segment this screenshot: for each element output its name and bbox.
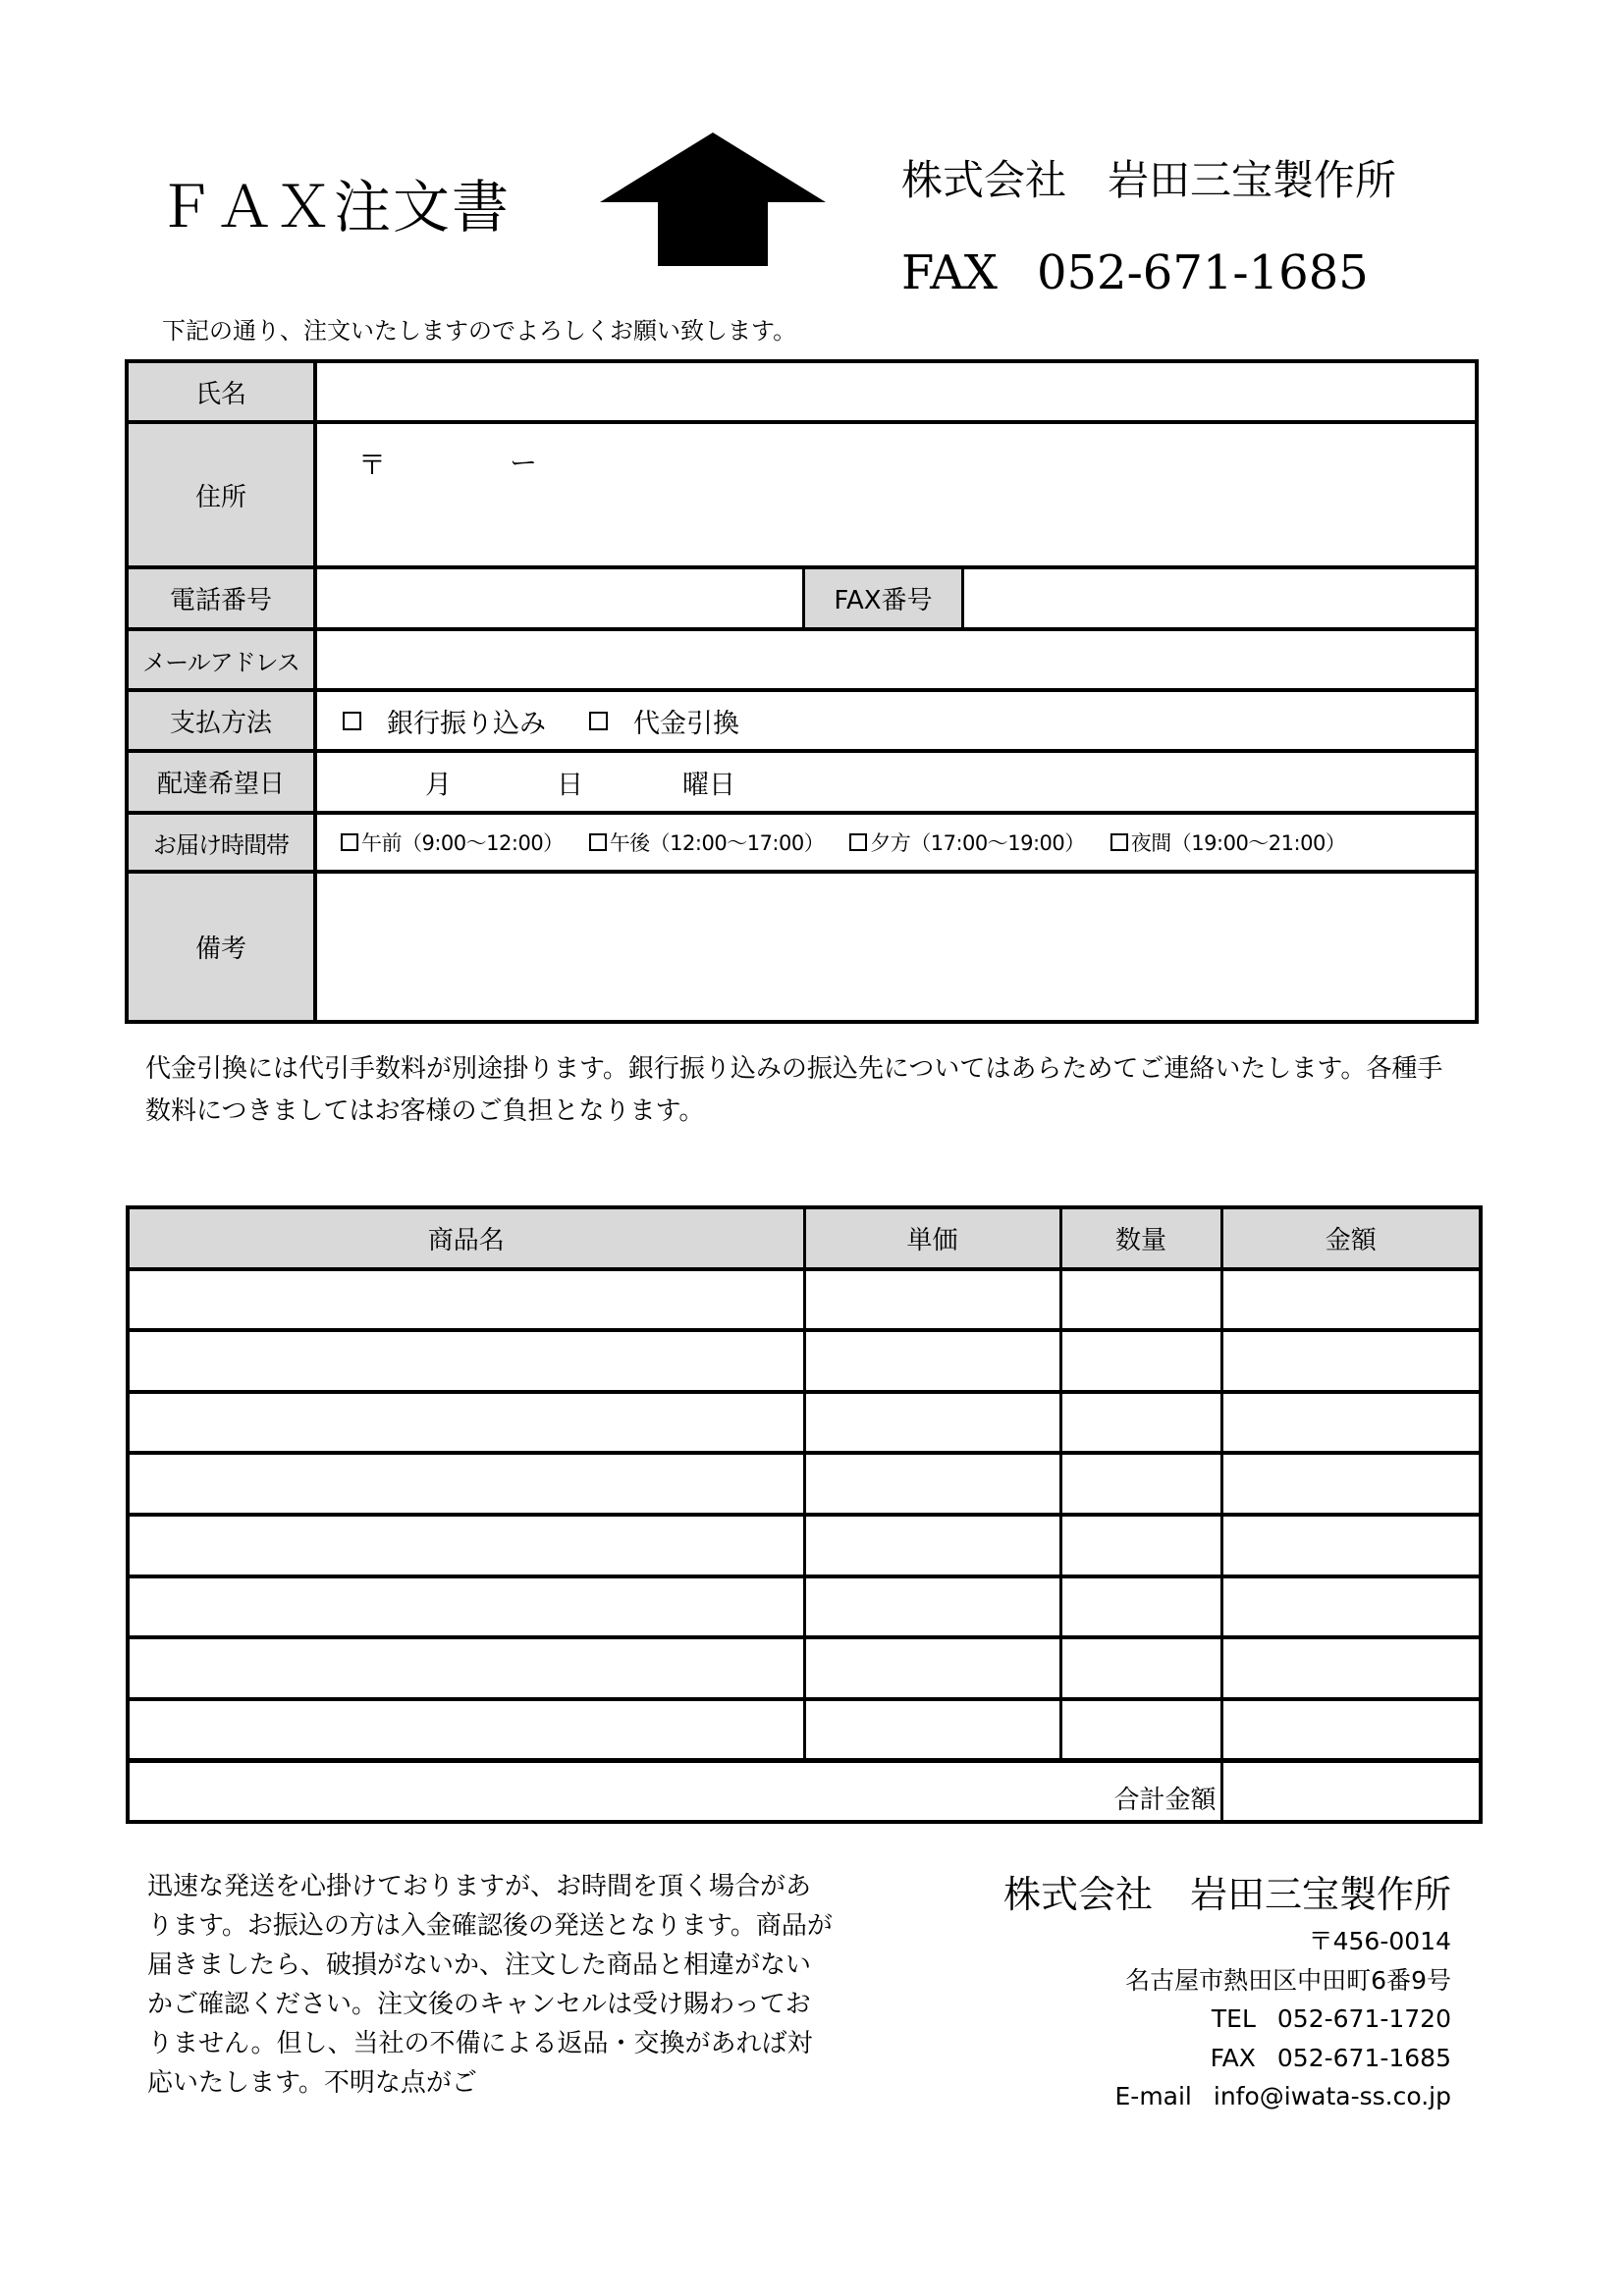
unit-price-cell	[804, 1453, 1060, 1515]
unit-price-input[interactable]	[806, 1455, 1059, 1513]
unit-price-cell	[804, 1576, 1060, 1638]
product-name-input[interactable]	[130, 1271, 803, 1329]
unit-price-input[interactable]	[806, 1578, 1059, 1636]
product-name-cell	[128, 1269, 804, 1331]
remarks-row	[129, 874, 1475, 1020]
product-name-input[interactable]	[130, 1394, 803, 1452]
total-amount-input[interactable]	[1223, 1763, 1480, 1820]
quantity-input[interactable]	[1062, 1578, 1220, 1636]
unit-price-cell	[804, 1515, 1060, 1576]
quantity-input[interactable]	[1062, 1332, 1220, 1390]
amount-input[interactable]	[1223, 1332, 1480, 1390]
quantity-cell	[1060, 1330, 1221, 1392]
checkbox-icon[interactable]	[343, 712, 361, 730]
payment-option-label: 代金引換	[633, 708, 739, 739]
footer-email	[1003, 2077, 1451, 2116]
unit-price-input[interactable]	[806, 1271, 1059, 1329]
name-row	[129, 363, 1475, 424]
total-label: 合計金額	[128, 1760, 1221, 1822]
footer-tel-value: 052-671-1720	[1276, 2004, 1451, 2033]
footer-fax	[1003, 2039, 1451, 2078]
payment-option-cod[interactable]	[589, 702, 739, 740]
quantity-cell	[1060, 1269, 1221, 1331]
amount-cell	[1221, 1637, 1481, 1699]
amount-cell	[1221, 1699, 1481, 1761]
postal-mark: 〒	[358, 449, 387, 481]
name-input[interactable]	[317, 363, 1475, 420]
customer-form	[125, 359, 1479, 1024]
quantity-cell	[1060, 1699, 1221, 1761]
product-name-input[interactable]	[130, 1332, 803, 1390]
footer-postal-code: 〒456-0014	[1308, 1927, 1451, 1955]
amount-cell	[1221, 1330, 1481, 1392]
product-rows	[128, 1269, 1481, 1761]
quantity-input[interactable]	[1062, 1455, 1220, 1513]
product-name-input[interactable]	[130, 1578, 803, 1636]
checkbox-icon[interactable]	[849, 833, 867, 851]
name-cell	[317, 363, 1475, 420]
unit-price-cell	[804, 1637, 1060, 1699]
name-label: 氏名	[129, 363, 317, 420]
address-label: 住所	[129, 424, 317, 565]
time-option-evening[interactable]	[849, 828, 1085, 857]
product-name-cell	[128, 1576, 804, 1638]
delivery-time-label: お届け時間帯	[129, 815, 317, 870]
footer-fax-label: FAX	[1210, 2043, 1256, 2072]
unit-price-input[interactable]	[806, 1394, 1059, 1452]
amount-cell	[1221, 1269, 1481, 1331]
product-name-cell	[128, 1515, 804, 1576]
email-input[interactable]	[317, 631, 1475, 688]
amount-cell	[1221, 1576, 1481, 1638]
phone-row	[129, 569, 1475, 631]
postal-dash: ー	[510, 447, 538, 479]
weekday-label: 曜日	[682, 770, 735, 800]
quantity-cell	[1060, 1453, 1221, 1515]
product-row	[128, 1515, 1481, 1576]
unit-price-input[interactable]	[806, 1639, 1059, 1697]
amount-input[interactable]	[1223, 1639, 1480, 1697]
column-header-unit-price: 単価	[804, 1207, 1060, 1269]
column-header-amount: 金額	[1221, 1207, 1481, 1269]
amount-cell	[1221, 1453, 1481, 1515]
amount-input[interactable]	[1223, 1271, 1480, 1329]
product-name-input[interactable]	[130, 1455, 803, 1513]
total-row	[128, 1760, 1481, 1822]
time-option-label: 夜間（19:00～21:00）	[1130, 831, 1346, 855]
header-fax-label: FAX	[901, 245, 998, 300]
amount-input[interactable]	[1223, 1455, 1480, 1513]
time-option-night[interactable]	[1110, 828, 1346, 857]
product-name-cell	[128, 1392, 804, 1454]
up-arrow-icon	[589, 123, 844, 280]
remarks-cell	[317, 874, 1475, 1020]
intro-text: 下記の通り、注文いたしますのでよろしくお願い致します。	[162, 317, 797, 345]
unit-price-input[interactable]	[806, 1517, 1059, 1575]
product-row	[128, 1576, 1481, 1638]
footer-address: 名古屋市熱田区中田町6番9号	[1125, 1965, 1451, 1995]
unit-price-cell	[804, 1269, 1060, 1331]
quantity-input[interactable]	[1062, 1639, 1220, 1697]
total-amount-cell	[1221, 1760, 1481, 1822]
product-name-cell	[128, 1453, 804, 1515]
payment-label: 支払方法	[129, 692, 317, 749]
checkbox-icon[interactable]	[341, 833, 358, 851]
payment-row	[129, 692, 1475, 753]
month-label: 月	[425, 770, 452, 800]
time-option-label: 午後（12:00～17:00）	[609, 831, 825, 855]
checkbox-icon[interactable]	[589, 833, 607, 851]
delivery-date-label: 配達希望日	[129, 753, 317, 811]
payment-option-bank[interactable]	[343, 702, 546, 740]
amount-input[interactable]	[1223, 1394, 1480, 1452]
quantity-cell	[1060, 1637, 1221, 1699]
remarks-input[interactable]	[317, 874, 1475, 1020]
product-name-cell	[128, 1699, 804, 1761]
address-cell	[317, 424, 1475, 565]
email-row	[129, 631, 1475, 692]
product-name-input[interactable]	[130, 1517, 803, 1575]
product-row	[128, 1392, 1481, 1454]
product-name-input[interactable]	[130, 1639, 803, 1697]
unit-price-input[interactable]	[806, 1332, 1059, 1390]
phone-label: 電話番号	[129, 569, 317, 627]
company-info	[1003, 1867, 1451, 2116]
products-table	[126, 1205, 1483, 1824]
phone-cell	[317, 569, 802, 627]
product-name-cell	[128, 1330, 804, 1392]
address-row	[129, 424, 1475, 569]
payment-cell	[317, 692, 1475, 749]
products-header-row	[128, 1207, 1481, 1269]
product-row	[128, 1330, 1481, 1392]
header-fax-number	[901, 243, 1369, 302]
email-label: メールアドレス	[129, 631, 317, 688]
time-option-afternoon[interactable]	[589, 828, 825, 857]
footer-email-value[interactable]: info@iwata-ss.co.jp	[1213, 2082, 1451, 2110]
unit-price-input[interactable]	[806, 1701, 1059, 1758]
fax-number-label: FAX番号	[802, 569, 964, 627]
header-company-name: 株式会社 岩田三宝製作所	[901, 156, 1397, 204]
email-cell	[317, 631, 1475, 688]
quantity-input[interactable]	[1062, 1701, 1220, 1758]
time-option-label: 夕方（17:00～19:00）	[870, 831, 1085, 855]
checkbox-icon[interactable]	[589, 712, 608, 730]
quantity-input[interactable]	[1062, 1271, 1220, 1329]
product-name-cell	[128, 1637, 804, 1699]
time-option-label: 午前（9:00～12:00）	[361, 831, 564, 855]
footer-email-label: E-mail	[1114, 2082, 1192, 2110]
fee-note: 代金引換には代引手数料が別途掛ります。銀行振り込みの振込先についてはあらためてご連絡いたします。各種手数料につきましてはお客様のご負担となります。	[145, 1054, 1443, 1126]
header-fax-value: 052-671-1685	[1036, 245, 1369, 300]
amount-input[interactable]	[1223, 1701, 1480, 1758]
payment-option-label: 銀行振り込み	[387, 708, 546, 739]
delivery-date-cell[interactable]	[317, 753, 1475, 811]
amount-input[interactable]	[1223, 1517, 1480, 1575]
product-row	[128, 1699, 1481, 1761]
unit-price-cell	[804, 1330, 1060, 1392]
quantity-cell	[1060, 1515, 1221, 1576]
shipping-notice: 迅速な発送を心掛けておりますが、お時間を頂く場合があります。お振込の方は入金確認後の発送となります。商品が届きましたら、破損がないか、注文した商品と相違がないかご確認ください。注文後のキャンセルは受け賜わっておりません。但し、当社の不備による返品・交換があれば対応いたします。不明な点がご	[147, 1872, 833, 2098]
delivery-time-cell	[317, 815, 1475, 870]
fax-cell	[964, 569, 1475, 627]
footer-tel	[1003, 2000, 1451, 2039]
phone-input[interactable]	[317, 569, 802, 627]
product-row	[128, 1637, 1481, 1699]
time-option-morning[interactable]	[341, 828, 564, 857]
document-title: ＦＡＸ注文書	[157, 174, 512, 240]
amount-cell	[1221, 1392, 1481, 1454]
amount-input[interactable]	[1223, 1578, 1480, 1636]
footer-fax-value: 052-671-1685	[1276, 2043, 1451, 2072]
unit-price-cell	[804, 1699, 1060, 1761]
amount-cell	[1221, 1515, 1481, 1576]
column-header-quantity: 数量	[1060, 1207, 1221, 1269]
fax-number-input[interactable]	[964, 569, 1475, 627]
checkbox-icon[interactable]	[1110, 833, 1128, 851]
address-input[interactable]	[317, 424, 1475, 565]
quantity-cell	[1060, 1392, 1221, 1454]
remarks-label: 備考	[129, 874, 317, 1020]
delivery-date-row	[129, 753, 1475, 815]
quantity-input[interactable]	[1062, 1394, 1220, 1452]
footer-company-name: 株式会社 岩田三宝製作所	[1002, 1873, 1451, 1916]
quantity-input[interactable]	[1062, 1517, 1220, 1575]
up-arrow-shape	[600, 133, 826, 266]
column-header-product-name: 商品名	[128, 1207, 804, 1269]
delivery-time-row	[129, 815, 1475, 874]
product-row	[128, 1269, 1481, 1331]
product-row	[128, 1453, 1481, 1515]
footer-tel-label: TEL	[1211, 2004, 1256, 2033]
quantity-cell	[1060, 1576, 1221, 1638]
product-name-input[interactable]	[130, 1701, 803, 1758]
unit-price-cell	[804, 1392, 1060, 1454]
day-label: 日	[557, 770, 583, 800]
